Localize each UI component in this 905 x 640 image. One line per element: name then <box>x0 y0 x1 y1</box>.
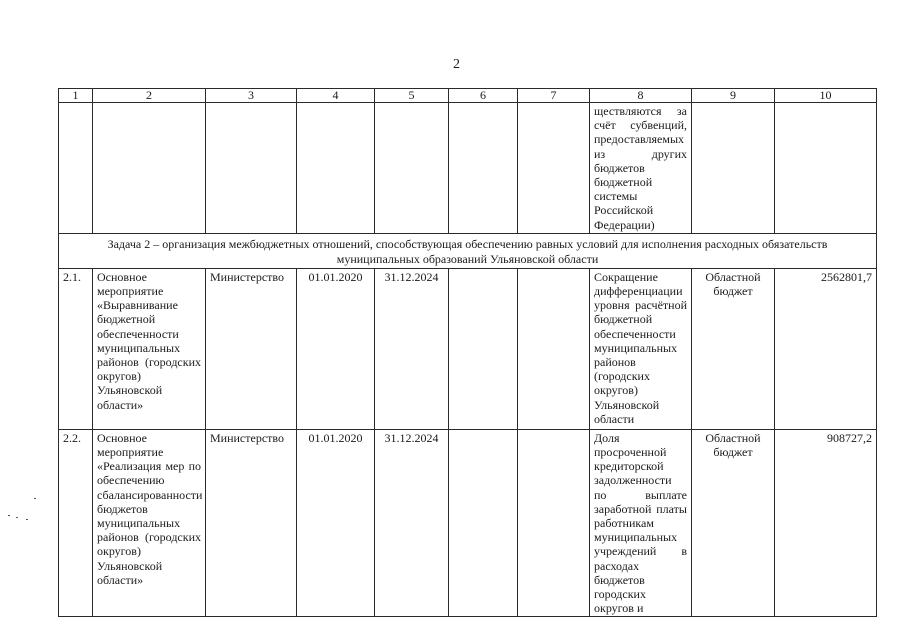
continuation-row <box>59 103 877 234</box>
row-number: 2.2. <box>59 429 93 617</box>
header-cell: 10 <box>775 89 877 103</box>
table-cell <box>449 103 518 234</box>
header-cell: 6 <box>449 89 518 103</box>
start-date: 01.01.2020 <box>297 429 375 617</box>
page-number: 2 <box>453 57 460 72</box>
funding-source: Областной бюджет <box>692 429 775 617</box>
measure-name: Основное мероприятие «Выравнивание бюджетной обеспеченности муниципальных районов (городских округов) Ульяновской области» <box>93 268 206 429</box>
header-cell: 2 <box>93 89 206 103</box>
header-cell: 8 <box>590 89 692 103</box>
amount: 2562801,7 <box>775 268 877 429</box>
table-cell <box>518 268 590 429</box>
table-cell <box>518 103 590 234</box>
table-cell <box>375 103 449 234</box>
row-number: 2.1. <box>59 268 93 429</box>
table-cell <box>206 103 297 234</box>
scan-speck <box>34 498 36 499</box>
end-date: 31.12.2024 <box>375 268 449 429</box>
measure-name: Основное мероприятие «Реализация мер по обеспечению сбалансированности бюджетов муниципальных районов (городских округов) Ульяновской области» <box>93 429 206 617</box>
task-row <box>59 233 877 268</box>
table-cell <box>59 103 93 234</box>
amount: 908727,2 <box>775 429 877 617</box>
table-cell <box>93 103 206 234</box>
table-cell <box>449 268 518 429</box>
scan-speck <box>16 517 18 518</box>
table-row <box>59 429 877 617</box>
program-table <box>58 88 877 617</box>
executor: Министерство <box>206 268 297 429</box>
header-cell: 7 <box>518 89 590 103</box>
header-cell: 1 <box>59 89 93 103</box>
table-cell <box>692 103 775 234</box>
scan-speck <box>26 519 28 520</box>
header-cell: 4 <box>297 89 375 103</box>
funding-source: Областной бюджет <box>692 268 775 429</box>
executor: Министерство <box>206 429 297 617</box>
continuation-indicator-text: ществляются за счёт субвенций, предоставляемых из других бюджетов бюджетной системы Российской Федерации) <box>590 103 692 234</box>
indicator: Доля просроченной кредиторской задолженности по выплате заработной платы работникам муниципальных учреждений в расходах бюджетов городских округов и <box>590 429 692 617</box>
table-cell <box>297 103 375 234</box>
indicator: Сокращение дифференциации уровня расчётной бюджетной обеспеченности муниципальных районов (городских округов) Ульяновской области <box>590 268 692 429</box>
header-cell: 5 <box>375 89 449 103</box>
table-header-row <box>59 89 877 103</box>
table-cell <box>775 103 877 234</box>
end-date: 31.12.2024 <box>375 429 449 617</box>
header-cell: 3 <box>206 89 297 103</box>
start-date: 01.01.2020 <box>297 268 375 429</box>
header-cell: 9 <box>692 89 775 103</box>
scan-speck <box>8 515 10 516</box>
task-heading: Задача 2 – организация межбюджетных отношений, способствующая обеспечению равных условий для исполнения расходных обязательств муниципальных образований Ульяновской области <box>59 233 877 268</box>
table-cell <box>449 429 518 617</box>
table-row <box>59 268 877 429</box>
table-cell <box>518 429 590 617</box>
